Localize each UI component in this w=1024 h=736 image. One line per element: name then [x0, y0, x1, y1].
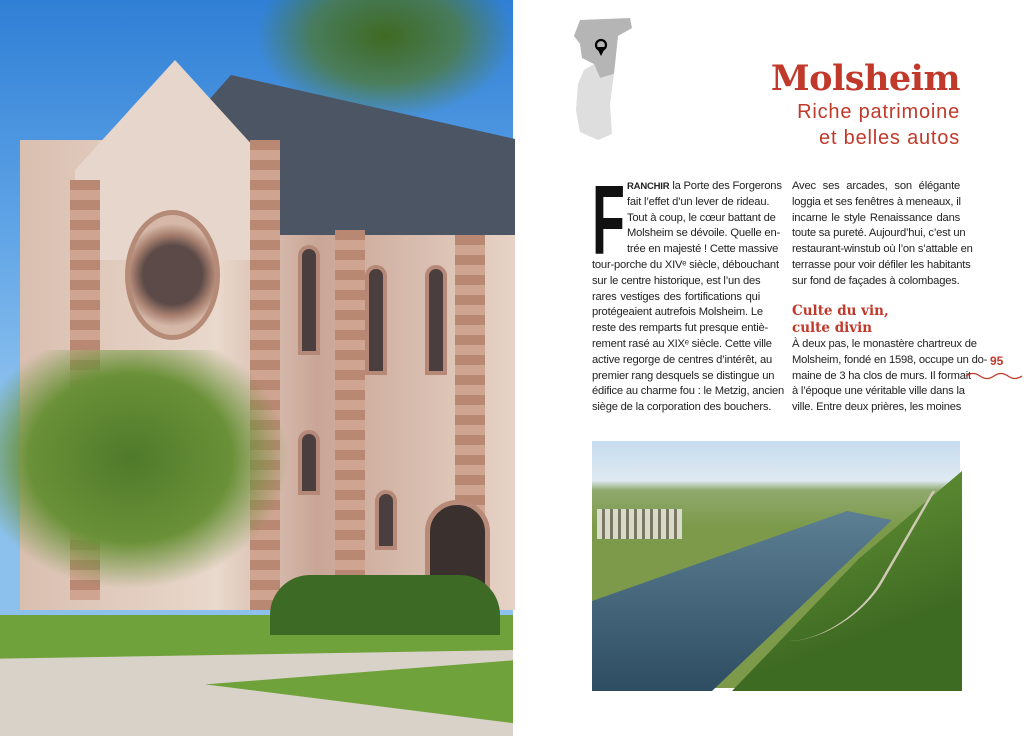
text-fragment: la Porte des Forgerons — [669, 180, 782, 192]
text-line: Molsheim se dévoile. Quelle en- — [627, 227, 780, 240]
lead-word: RANCHIR — [627, 181, 670, 192]
text-line: maine de 3 ha clos de murs. Il formait — [792, 369, 971, 382]
text-line: rement rasé au XIXᵉ siècle. Cette ville — [592, 337, 772, 350]
text-line — [627, 179, 782, 195]
text-line: Tout à coup, le cœur battant de — [627, 211, 776, 224]
heading-line: culte divin — [792, 320, 873, 336]
text-line: Avec ses arcades, son élégante — [792, 180, 960, 192]
vineyard-river-photo — [592, 441, 960, 688]
text-line: rares vestiges des fortifications qui — [592, 290, 760, 303]
text-line: ville. Entre deux prières, les moines — [792, 401, 962, 414]
text-line: Molsheim, fondé en 1598, occupe un do- — [792, 353, 988, 366]
text-line: À deux pas, le monastère chartreux de — [792, 338, 977, 350]
body-column-1 — [592, 165, 785, 416]
text-line: loggia et ses fenêtres à meneaux, il — [792, 195, 961, 208]
section-heading — [792, 303, 889, 337]
text-line: premier rang desquels se distingue un — [592, 369, 775, 382]
article-subtitle — [797, 99, 960, 151]
drop-cap: F — [592, 165, 625, 275]
body-column-2 — [792, 179, 973, 290]
text-line: active regorge de centres d’intérêt, au — [592, 353, 773, 366]
text-line: protégeaient autrefois Molsheim. Le — [592, 306, 763, 319]
text-line: édifice au charme fou : le Metzig, ancien — [592, 385, 785, 398]
body-column-2-section — [792, 337, 988, 416]
text-line: reste des remparts fut presque entiè- — [592, 322, 769, 335]
heading-line: Culte du vin, — [792, 303, 889, 319]
text-line: sur fond de façades à colombages. — [792, 274, 960, 287]
text-line: restaurant-winstub où l’on s’attable en — [792, 243, 973, 256]
text-line: tour-porche du XIVᵉ siècle, débouchant — [592, 258, 779, 271]
text-line: siège de la corporation des bouchers. — [592, 401, 772, 414]
text-line: incarne le style Renaissance dans — [792, 211, 960, 224]
text-line: sur le centre historique, est l’un des — [592, 274, 761, 287]
page-number: 95 — [990, 354, 1004, 368]
article-title: Molsheim — [770, 58, 960, 99]
text-line: fait l’effet d’un lever de rideau. — [627, 195, 770, 208]
text-line: à l’époque une véritable ville dans la — [792, 385, 965, 398]
alsace-map-icon — [570, 14, 638, 142]
subtitle-line: et belles autos — [819, 127, 960, 149]
text-line: trée en majesté ! Cette massive — [627, 243, 779, 256]
wave-divider-icon — [966, 371, 1024, 381]
text-line: terrasse pour voir défiler les habitants — [792, 258, 971, 271]
text-line: toute sa pureté. Aujourd’hui, c’est un — [792, 227, 966, 240]
subtitle-line: Riche patrimoine — [797, 101, 960, 123]
